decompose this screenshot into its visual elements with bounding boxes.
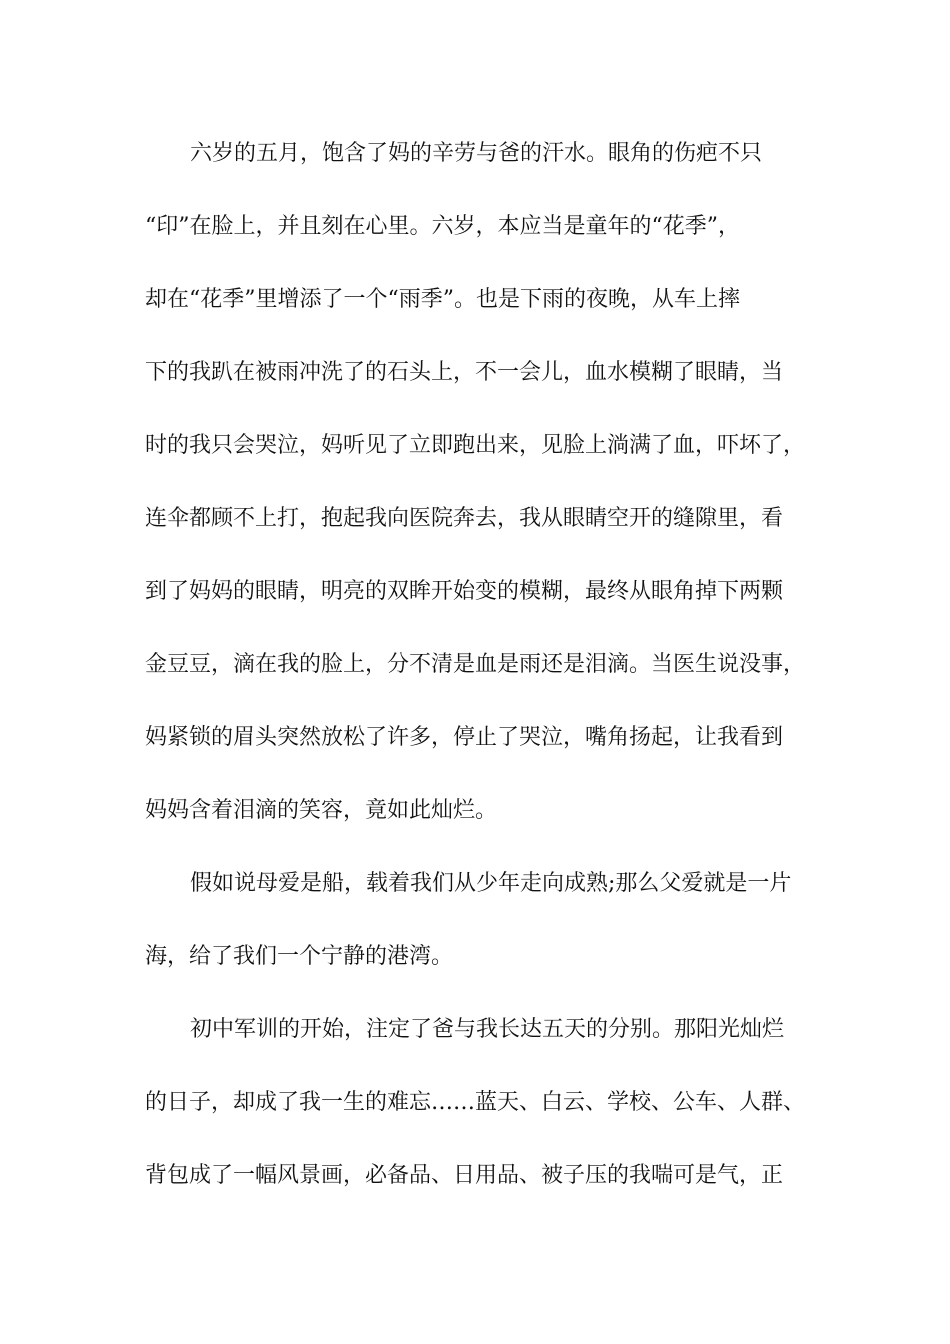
- paragraph-3-line-3: 背包成了一幅风景画，必备品、日用品、被子压的我喘可是气，正: [145, 1163, 784, 1188]
- paragraph-1-line-6: 连伞都顾不上打，抱起我向医院奔去，我从眼睛空开的缝隙里，看: [145, 506, 784, 531]
- paragraph-1-line-3: 却在“花季”里增添了一个“雨季”。也是下雨的夜晚，从车上摔: [145, 287, 740, 312]
- paragraph-2-line-1: 假如说母爱是船，载着我们从少年走向成熟;那么父爱就是一片: [190, 871, 792, 896]
- paragraph-1-line-4: 下的我趴在被雨冲洗了的石头上，不一会儿，血水模糊了眼睛，当: [145, 360, 784, 385]
- paragraph-3-line-2: 的日子，却成了我一生的难忘……蓝天、白云、学校、公车、人群、: [145, 1090, 806, 1115]
- paragraph-2-line-2: 海，给了我们一个宁静的港湾。: [145, 944, 454, 969]
- paragraph-1-line-8: 金豆豆，滴在我的脸上，分不清是血是雨还是泪滴。当医生说没事，: [145, 652, 806, 677]
- paragraph-1-line-9: 妈紧锁的眉头突然放松了许多，停止了哭泣，嘴角扬起，让我看到: [145, 725, 784, 750]
- paragraph-1-line-1: 六岁的五月，饱含了妈的辛劳与爸的汗水。眼角的伤疤不只: [190, 141, 763, 166]
- paragraph-1-line-7: 到了妈妈的眼睛，明亮的双眸开始变的模糊，最终从眼角掉下两颗: [145, 579, 784, 604]
- paragraph-3-line-1: 初中军训的开始，注定了爸与我长达五天的分别。那阳光灿烂: [190, 1017, 785, 1042]
- paragraph-1-line-2: “印”在脸上，并且刻在心里。六岁，本应当是童年的“花季”，: [145, 214, 740, 239]
- paragraph-1-line-5: 时的我只会哭泣，妈听见了立即跑出来，见脸上淌满了血，吓坏了，: [145, 433, 806, 458]
- paragraph-1-line-10: 妈妈含着泪滴的笑容，竟如此灿烂。: [145, 798, 498, 823]
